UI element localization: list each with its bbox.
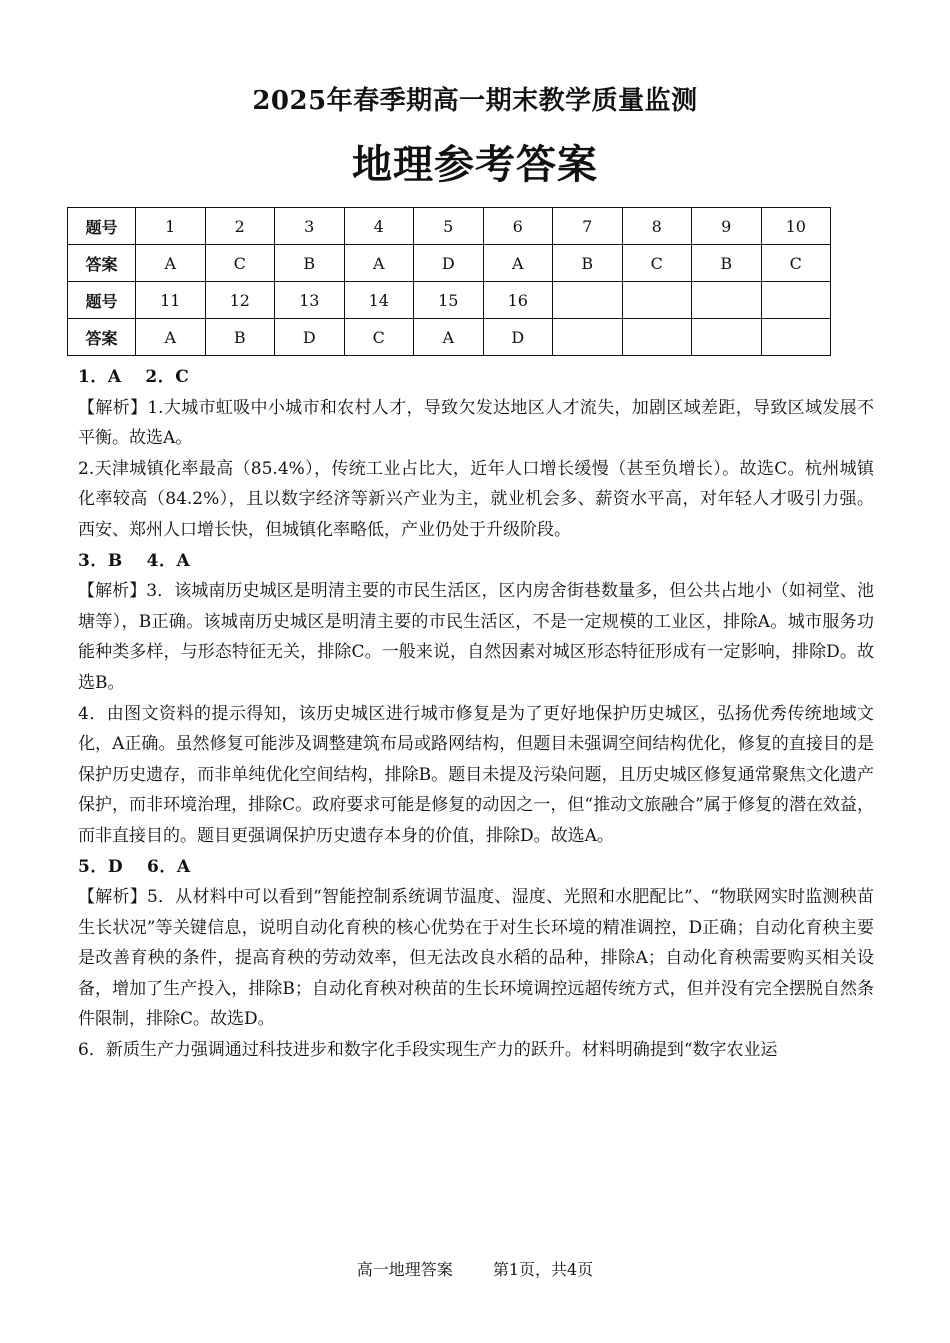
explanation-paragraph-q6: 6．新质生产力强调通过科技进步和数字化手段实现生产力的跃升。材料明确提到“数字农业运 (78, 1040, 778, 1061)
page-title: 地理参考答案 (352, 142, 598, 188)
question-number-cell: 12 (205, 282, 275, 319)
answer-cell: C (205, 245, 275, 282)
answer-cell: A (483, 245, 553, 282)
explanation-paragraph-q5: 【解析】5．从材料中可以看到“智能控制系统调节温度、湿度、光照和水肥配比”、“物联网实时监测秧苗生长状况”等关键信息，说明自动化育秧的核心优势在于对生长环境的精准调控，D正确；自动化育秧主要是改善育秧的条件，提高育秧的劳动效率，但无法改良水稻的品种，排除A；自动化育秧需要购买相关设备，增加了生产投入，排除B；自动化育秧对秧苗的生长环境调控远超传统方式，但并没有完全摆脱自然条件限制，排除C。故选D。 (78, 887, 874, 1030)
answer-cell: B (205, 319, 275, 356)
answer-cell: D (414, 245, 484, 282)
question-number-cell: 1 (136, 208, 206, 245)
empty-cell (761, 319, 831, 356)
row-label-answer: 答案 (68, 245, 136, 282)
answer-cell: D (275, 319, 345, 356)
empty-cell (553, 282, 623, 319)
question-number-cell: 6 (483, 208, 553, 245)
footer-doc-name: 高一地理答案 (356, 1260, 453, 1279)
answer-line-q5-q6: 5．D 6．A (78, 856, 191, 877)
explanation-paragraph-q2: 2.天津城镇化率最高（85.4%），传统工业占比大，近年人口增长缓慢（甚至负增长）。故选C。杭州城镇化率较高（84.2%），且以数字经济等新兴产业为主，就业机会多、薪资水平高，对年轻人才吸引力强。 西安、郑州人口增长快，但城镇化率略低，产业仍处于升级阶段。 (78, 458, 874, 540)
question-number-cell: 10 (761, 208, 831, 245)
empty-cell (622, 282, 692, 319)
table-row (68, 319, 831, 356)
question-number-cell: 7 (553, 208, 623, 245)
footer-page-info: 第1页，共4页 (492, 1260, 594, 1279)
answer-cell: A (414, 319, 484, 356)
answer-cell: B (275, 245, 345, 282)
question-number-cell: 11 (136, 282, 206, 319)
row-label-question: 题号 (68, 208, 136, 245)
answer-cell: A (344, 245, 414, 282)
row-label-answer: 答案 (68, 319, 136, 356)
question-number-cell: 15 (414, 282, 484, 319)
answer-cell: A (136, 245, 206, 282)
answer-line-q1-q2: 1．A 2．C (78, 367, 190, 387)
question-number-cell: 4 (344, 208, 414, 245)
row-label-question: 题号 (68, 282, 136, 319)
answer-table (67, 207, 831, 356)
explanation-paragraph-q1: 【解析】1.大城市虹吸中小城市和农村人才，导致欠发达地区人才流失，加剧区域差距，导致区域发展不平衡。故选A。 (78, 397, 874, 449)
empty-cell (761, 282, 831, 319)
explanation-section (78, 362, 874, 1066)
question-number-cell: 5 (414, 208, 484, 245)
question-number-cell: 9 (692, 208, 762, 245)
exam-title: 2025年春季期高一期末教学质量监测 (252, 86, 698, 116)
question-number-cell: 2 (205, 208, 275, 245)
answer-cell: B (692, 245, 762, 282)
answer-cell: D (483, 319, 553, 356)
answer-cell: C (344, 319, 414, 356)
empty-cell (622, 319, 692, 356)
empty-cell (692, 282, 762, 319)
answer-cell: B (553, 245, 623, 282)
question-number-cell: 14 (344, 282, 414, 319)
page-footer (0, 1257, 950, 1280)
explanation-paragraph-q3: 【解析】3．该城南历史城区是明清主要的市民生活区，区内房舍街巷数量多，但公共占地小（如祠堂、池塘等），B正确。该城南历史城区是明清主要的市民生活区，不是一定规模的工业区，排除A。城市服务功能种类多样，与形态特征无关，排除C。一般来说，自然因素对城区形态特征形成有一定影响，排除D。故选B。 (78, 581, 874, 693)
answer-line-q3-q4: 3．B 4．A (78, 550, 191, 571)
explanation-paragraph-q4: 4．由图文资料的提示得知，该历史城区进行城市修复是为了更好地保护历史城区，弘扬优秀传统地域文化，A正确。虽然修复可能涉及调整建筑布局或路网结构，但题目未强调空间结构优化，修复的直接目的是保护历史遗存，而非单纯优化空间结构，排除B。题目未提及污染问题，且历史城区修复通常聚焦文化遗产保护，而非环境治理，排除C。政府要求可能是修复的动因之一，但“推动文旅融合”属于修复的潜在效益，而非直接目的。题目更强调保护历史遗存本身的价值，排除D。故选A。 (78, 703, 874, 846)
table-row (68, 282, 831, 319)
empty-cell (553, 319, 623, 356)
answer-cell: A (136, 319, 206, 356)
table-row (68, 245, 831, 282)
question-number-cell: 8 (622, 208, 692, 245)
answer-cell: C (761, 245, 831, 282)
question-number-cell: 16 (483, 282, 553, 319)
empty-cell (692, 319, 762, 356)
answer-cell: C (622, 245, 692, 282)
question-number-cell: 3 (275, 208, 345, 245)
question-number-cell: 13 (275, 282, 345, 319)
table-row (68, 208, 831, 245)
